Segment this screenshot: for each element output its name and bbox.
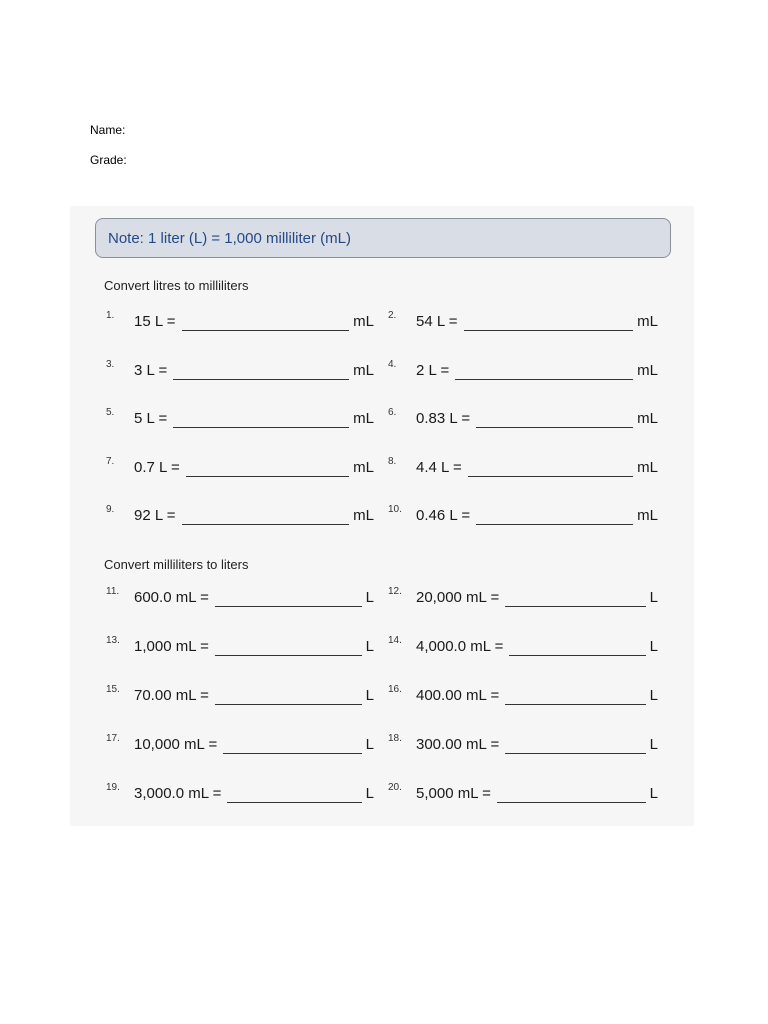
problem-number: 18. bbox=[388, 733, 402, 744]
problem-unit: L bbox=[365, 638, 374, 655]
problem-number: 3. bbox=[106, 358, 115, 370]
problem-number: 15. bbox=[106, 684, 120, 695]
problem-unit: L bbox=[365, 589, 374, 606]
worksheet-image bbox=[70, 206, 694, 826]
problem-unit: mL bbox=[637, 458, 658, 476]
conversion-note: Note: 1 liter (L) = 1,000 milliliter (mL) bbox=[95, 218, 671, 258]
problem-unit: L bbox=[649, 589, 658, 606]
problem-expression: 54 L = bbox=[416, 313, 458, 330]
problem-9 bbox=[106, 780, 374, 804]
problem-number: 4. bbox=[388, 358, 397, 370]
answer-blank[interactable] bbox=[468, 476, 633, 477]
problem-number: 11. bbox=[106, 586, 120, 597]
problem-unit: mL bbox=[353, 507, 374, 524]
problem-unit: L bbox=[649, 638, 658, 655]
problem-expression: 0.7 L = bbox=[134, 458, 180, 476]
problem-number: 7. bbox=[106, 455, 115, 467]
problem-unit: mL bbox=[353, 361, 374, 379]
problem-3 bbox=[106, 633, 374, 657]
answer-blank[interactable] bbox=[464, 330, 633, 331]
problem-unit: mL bbox=[637, 507, 658, 524]
problem-expression: 0.83 L = bbox=[416, 410, 471, 427]
answer-blank[interactable] bbox=[227, 802, 362, 803]
section-title-ml-to-liters: Convert milliliters to liters bbox=[104, 557, 249, 572]
problem-9 bbox=[106, 502, 374, 526]
problem-expression: 300.00 mL = bbox=[416, 736, 500, 753]
problem-1 bbox=[106, 308, 374, 332]
answer-blank[interactable] bbox=[505, 704, 646, 705]
grade-label: Grade: bbox=[90, 153, 127, 167]
problem-2 bbox=[388, 308, 658, 332]
answer-blank[interactable] bbox=[476, 524, 633, 525]
name-label: Name: bbox=[90, 123, 126, 137]
problem-4 bbox=[388, 633, 658, 657]
problem-number: 19. bbox=[106, 782, 120, 793]
problem-6 bbox=[388, 682, 658, 706]
problem-number: 5. bbox=[106, 407, 115, 418]
problem-7 bbox=[106, 454, 374, 478]
problem-8 bbox=[388, 454, 658, 478]
problem-expression: 3,000.0 mL = bbox=[134, 785, 222, 802]
problem-expression: 2 L = bbox=[416, 361, 450, 379]
problem-unit: mL bbox=[353, 313, 374, 330]
problem-number: 2. bbox=[388, 310, 397, 321]
problem-expression: 20,000 mL = bbox=[416, 589, 500, 606]
problem-5 bbox=[106, 405, 374, 429]
problem-expression: 5,000 mL = bbox=[416, 785, 491, 802]
answer-blank[interactable] bbox=[186, 476, 349, 477]
problem-number: 14. bbox=[388, 635, 402, 646]
problem-unit: L bbox=[365, 785, 374, 802]
problem-8 bbox=[388, 731, 658, 755]
problem-number: 1. bbox=[106, 310, 115, 321]
answer-blank[interactable] bbox=[505, 753, 646, 754]
problem-10 bbox=[388, 780, 658, 804]
problem-expression: 10,000 mL = bbox=[134, 736, 218, 753]
problem-6 bbox=[388, 405, 658, 429]
problem-expression: 5 L = bbox=[134, 410, 168, 427]
problem-expression: 0.46 L = bbox=[416, 507, 471, 524]
problem-unit: mL bbox=[637, 410, 658, 427]
problem-unit: mL bbox=[637, 361, 658, 379]
problem-1 bbox=[106, 584, 374, 608]
problem-expression: 400.00 mL = bbox=[416, 687, 500, 704]
answer-blank[interactable] bbox=[223, 753, 362, 754]
answer-blank[interactable] bbox=[215, 655, 362, 656]
problem-10 bbox=[388, 502, 658, 526]
problem-unit: L bbox=[365, 687, 374, 704]
problem-expression: 600.0 mL = bbox=[134, 589, 209, 606]
problem-number: 6. bbox=[388, 407, 397, 418]
answer-blank[interactable] bbox=[182, 524, 349, 525]
problem-expression: 1,000 mL = bbox=[134, 638, 209, 655]
problem-7 bbox=[106, 731, 374, 755]
problem-number: 17. bbox=[106, 733, 120, 744]
answer-blank[interactable] bbox=[509, 655, 646, 656]
problem-expression: 70.00 mL = bbox=[134, 687, 209, 704]
problem-unit: mL bbox=[353, 458, 374, 476]
answer-blank[interactable] bbox=[476, 427, 633, 428]
problem-expression: 15 L = bbox=[134, 313, 176, 330]
problem-unit: L bbox=[649, 785, 658, 802]
problem-2 bbox=[388, 584, 658, 608]
answer-blank[interactable] bbox=[497, 802, 646, 803]
problem-expression: 3 L = bbox=[134, 361, 168, 379]
answer-blank[interactable] bbox=[182, 330, 349, 331]
answer-blank[interactable] bbox=[173, 427, 349, 428]
problem-unit: L bbox=[649, 736, 658, 753]
problem-4 bbox=[388, 357, 658, 381]
problem-unit: mL bbox=[637, 313, 658, 330]
answer-blank[interactable] bbox=[455, 379, 633, 380]
problem-number: 16. bbox=[388, 684, 402, 695]
problem-number: 10. bbox=[388, 504, 402, 515]
problem-unit: L bbox=[649, 687, 658, 704]
problem-3 bbox=[106, 357, 374, 381]
answer-blank[interactable] bbox=[215, 704, 362, 705]
problem-number: 12. bbox=[388, 586, 402, 597]
answer-blank[interactable] bbox=[505, 606, 646, 607]
problem-number: 13. bbox=[106, 635, 120, 646]
problem-number: 20. bbox=[388, 782, 402, 793]
answer-blank[interactable] bbox=[215, 606, 362, 607]
problem-unit: L bbox=[365, 736, 374, 753]
problem-expression: 4,000.0 mL = bbox=[416, 638, 504, 655]
problem-5 bbox=[106, 682, 374, 706]
section-title-liters-to-ml: Convert litres to milliliters bbox=[104, 278, 249, 293]
problem-number: 9. bbox=[106, 504, 115, 515]
problem-number: 8. bbox=[388, 455, 397, 467]
problem-unit: mL bbox=[353, 410, 374, 427]
answer-blank[interactable] bbox=[173, 379, 349, 380]
problem-expression: 92 L = bbox=[134, 507, 176, 524]
problem-expression: 4.4 L = bbox=[416, 458, 462, 476]
